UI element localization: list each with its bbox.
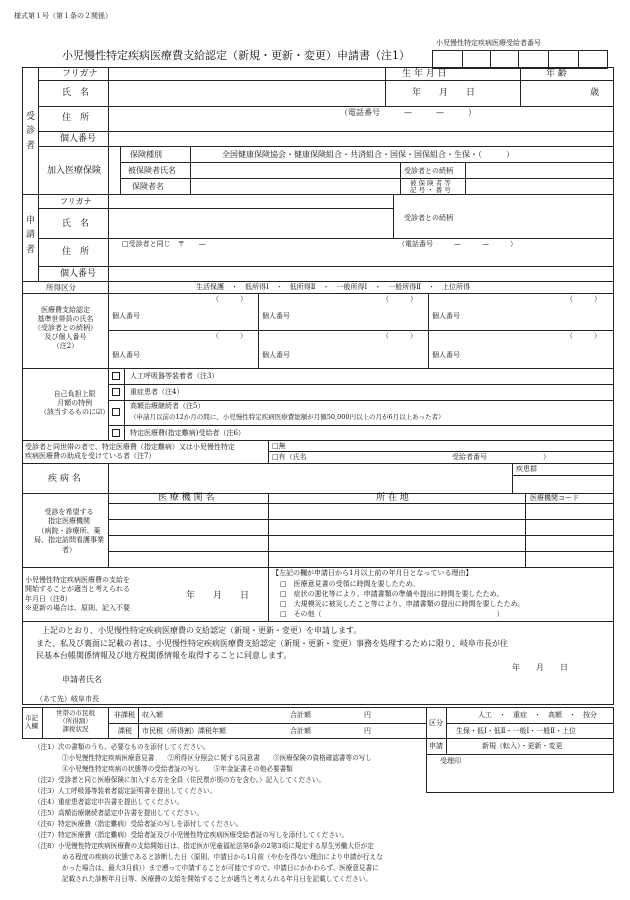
patient-personal-no-label: 個人番号: [60, 134, 97, 144]
limit-item-ventilator: 人工呼吸器等装着者（注3）: [130, 372, 219, 380]
office-yen-1: 円: [364, 711, 371, 719]
office-nontax: 非課税: [114, 711, 135, 719]
note-7: （注7）特定医療費（指定難病）受給者証及び小児慢性特定疾病医療受給者証の写しを添付してください。: [34, 831, 349, 839]
office-kubun: 区分: [429, 719, 443, 727]
same-household-none[interactable]: □無: [272, 442, 286, 450]
note-5: （注5）高額治療継続者認定申告書を提出してください。: [34, 809, 204, 817]
start-reason-1[interactable]: □ 医療意見書の受領に時間を要したため。: [280, 580, 420, 588]
payer-relation-2[interactable]: （ ）: [382, 295, 417, 303]
patient-name-label: 氏 名: [62, 88, 90, 98]
patient-address-label: 住 所: [62, 113, 90, 123]
patient-phone[interactable]: （電話番号 — — ）: [340, 108, 476, 117]
insured-symbol-label: 被 保 険 者 等 記 号 ・ 番 号: [410, 179, 451, 195]
insurance-type-label: 保険種別: [130, 150, 162, 159]
limit-checkbox-ventilator[interactable]: [112, 372, 120, 380]
patient-birth-ymd[interactable]: 年 月 日: [412, 88, 476, 98]
applicant-section-label: 申 請 者: [26, 216, 36, 255]
note-8-cont-2: かった場合は、最大3月前））まで遡って申請することが可能ですので、申請日にかかわらず、医療意見書に: [62, 864, 379, 872]
same-household-yes[interactable]: □有（氏名: [272, 453, 307, 461]
limit-checkbox-high-cost[interactable]: [112, 408, 120, 416]
note-1-a: ①小児慢性特定疾病医療意見書 ②所得区分照会に関する同意書 ③医療保険の資格確認書等の写し: [62, 754, 372, 762]
insured-name-label: 被保険者氏名: [128, 166, 176, 175]
declaration-line-2: また、私及び裏面に記載の者は、小児慢性特定疾病医療費支給認定（新規・更新・変更）事務を処理するために限り、岐阜市長が住: [36, 639, 508, 648]
patient-section-label: 受 診 者: [26, 112, 36, 151]
form-number: 様式第１号（第１条の２関係）: [14, 12, 112, 20]
limit-label: 自己負担上限 月額の特例 （該当するものに☑）: [40, 390, 110, 417]
patient-furigana-label: フリガナ: [62, 69, 98, 79]
received-stamp-label: 受理印: [440, 757, 461, 765]
office-yen-2: 円: [364, 727, 371, 735]
payer-label: 医療費支給認定 基準世帯員の氏名 （受診者との続柄） 及び個人番号 （注2）: [34, 306, 97, 351]
payer-personal-no-4[interactable]: 個人番号: [112, 351, 140, 359]
disease-label: 疾 病 名: [48, 474, 81, 484]
declaration-line-1: 上記のとおり、小児慢性特定疾病医療費の支給認定（新規・更新・変更）を申請します。: [42, 626, 362, 635]
applicant-personal-no-label: 個人番号: [60, 269, 97, 279]
office-kubun-1: 人工 ・ 重症 ・ 高額 ・ 按分: [478, 711, 597, 719]
applicant-phone[interactable]: （電話番号 — — ）: [398, 240, 517, 248]
note-2: （注2）受診者と同じ医療保険に加入する方を全員（住民票が別の方を含む。）記入してください。: [34, 776, 326, 784]
payer-relation-3[interactable]: （ ）: [566, 295, 601, 303]
applicant-address-label: 住 所: [62, 247, 90, 257]
note-4: （注4）重症患者認定申告書を提出してください。: [34, 798, 184, 806]
limit-checkbox-severe[interactable]: [112, 388, 120, 396]
note-8: （注8）小児慢性特定疾病医療費の支給開始日は、指定医が児童福祉法第6条の2第3項に規定する厚生労働大臣が定: [34, 842, 374, 850]
addressee: （あて先）岐阜市長: [36, 695, 99, 703]
payer-relation-1[interactable]: （ ）: [212, 295, 247, 303]
insured-relation-label: 受診者との続柄: [404, 167, 453, 175]
form-title: 小児慢性特定疾病医療費支給認定（新規・更新・変更）申請書（注1）: [62, 49, 410, 62]
payer-personal-no-3[interactable]: 個人番号: [432, 312, 460, 320]
institution-col-address: 所 在 地: [376, 493, 409, 503]
limit-item-high-cost-detail: （申請月以前の12か月の間に、小児慢性特定疾病医療費総額が月額50,000円以上の月が6月以上あった者）: [130, 413, 445, 421]
insurance-type-options[interactable]: 全国健康保険協会・健康保険組合・共済組合・国保・国保組合・生保・（ ）: [222, 150, 514, 159]
declaration-date[interactable]: 年 月 日: [512, 663, 568, 672]
limit-item-high-cost: 高額治療継続者（注5）: [130, 402, 205, 410]
applicant-same-checkbox[interactable]: □受診者と同じ 〒 —: [122, 240, 206, 248]
payer-personal-no-2[interactable]: 個人番号: [262, 312, 290, 320]
apply-type-label: 申請: [429, 742, 443, 750]
disease-group-label: 疾患群: [516, 465, 537, 473]
limit-checkbox-specified[interactable]: [112, 429, 120, 437]
income-class-label: 所得区分: [46, 283, 76, 292]
payer-personal-no-5[interactable]: 個人番号: [262, 351, 290, 359]
institution-col-name: 医 療 機 関 名: [158, 493, 215, 503]
note-6: （注6）特定医療費（指定難病）受給者証の写しを添付してください。: [34, 820, 243, 828]
income-class-options[interactable]: 生活保護 ・ 低所得Ⅰ ・ 低所得Ⅱ ・ 一般所得Ⅰ ・ 一般所得Ⅱ ・ 上位所得: [196, 283, 471, 291]
disease-name-field[interactable]: [110, 465, 510, 491]
office-kubun-2: 生保・低Ⅰ・低Ⅱ・一般Ⅰ・一般Ⅱ・上位: [456, 727, 577, 735]
note-8-cont-1: める程度の疾病の状態であると診断した日（原則、申請日から1月前（やむを得ない理由により申請が行えな: [62, 853, 383, 861]
start-reason-3[interactable]: □ 大規模災に被災したこと等により、申請書類の提出に時間を要したため。: [280, 600, 525, 608]
start-date-value[interactable]: 年 月 日: [186, 591, 250, 601]
office-tax-detail: 市民税（所得割）課税年額: [142, 727, 226, 735]
start-reason-2[interactable]: □ 症状の悪化等により、申請書類の準備や提出に時間を要したため。: [280, 590, 504, 598]
start-reason-title: 【左記の欄が申請日から1月以上前の年月日となっている理由】: [272, 569, 473, 577]
declaration-line-3: 民基本台帳関係情報及び地方税関係情報を取得することに同意します。: [36, 651, 292, 660]
limit-item-specified: 特定医療費(指定難病)受給者（注6）: [130, 429, 245, 437]
same-household-recipient-no[interactable]: 受給者番号 ）: [452, 453, 550, 461]
insurance-label: 加入医療保険: [47, 166, 102, 176]
office-entry-label: 市記 入欄: [25, 714, 38, 730]
office-total-2: 合計額: [290, 727, 311, 735]
institution-col-code: 医療機関コード: [530, 494, 579, 502]
payer-personal-no-6[interactable]: 個人番号: [432, 351, 460, 359]
patient-age-label: 年 齢: [546, 69, 567, 79]
institution-label: 受診を希望する 指定医療機関 （病院・診療所、薬 局、指定訪問看護事業 者）: [34, 508, 104, 554]
applicant-furigana-label: フリガナ: [60, 197, 92, 206]
applicant-name-label: 氏 名: [62, 219, 90, 229]
limit-item-severe: 重症患者（注4）: [130, 388, 184, 396]
start-date-label: 小児慢性特定疾病医療費の支給を 開始することが適当と考えられる 年月日（注8） ※更新の場合は、原則、記入不要: [25, 576, 130, 613]
same-household-label: 受診者と同世帯の者で、特定医療費（指定難病）又は小児慢性特定 疾病医療費の助成を受けている者（注7）: [25, 443, 235, 461]
payer-relation-6[interactable]: （ ）: [566, 332, 601, 340]
office-total-1: 合計額: [290, 711, 311, 719]
note-8-cont-3: 記載された診断年月日等、医療費の支給を開始することが適当と考えられる年月日を記載してください。: [62, 875, 372, 883]
note-3: （注3）人工呼吸器等装着者認定証明書を提出してください。: [34, 787, 217, 795]
payer-relation-4[interactable]: （ ）: [212, 332, 247, 340]
office-tax: 課税: [118, 727, 132, 735]
office-household-label: 世帯の市民税 （所得割） 課税状況: [56, 709, 95, 733]
patient-age-unit[interactable]: 歳: [590, 88, 600, 98]
payer-personal-no-1[interactable]: 個人番号: [112, 312, 140, 320]
patient-birth-label: 生 年 月 日: [402, 69, 447, 79]
note-1-b: ④小児慢性特定疾病の状態等の受給者証の写し ⑤年金証書その他必要書類: [62, 765, 293, 773]
recipient-number-label: 小児慢性特定疾病医療受給者番号: [436, 39, 541, 47]
applicant-signature-label: 申請者氏名: [62, 675, 102, 684]
start-reason-4[interactable]: □ その他（ ）: [280, 610, 504, 618]
apply-type-options: 新規（転入）・更新・変更: [482, 742, 563, 750]
office-income-amount: 収入額: [142, 711, 163, 719]
applicant-relation-label: 受診者との続柄: [404, 214, 453, 222]
insurer-name-label: 保険者名: [132, 182, 164, 191]
note-1: （注1）次の書類のうち、必要なものを添付してください。: [34, 743, 210, 751]
payer-relation-5[interactable]: （ ）: [382, 332, 417, 340]
